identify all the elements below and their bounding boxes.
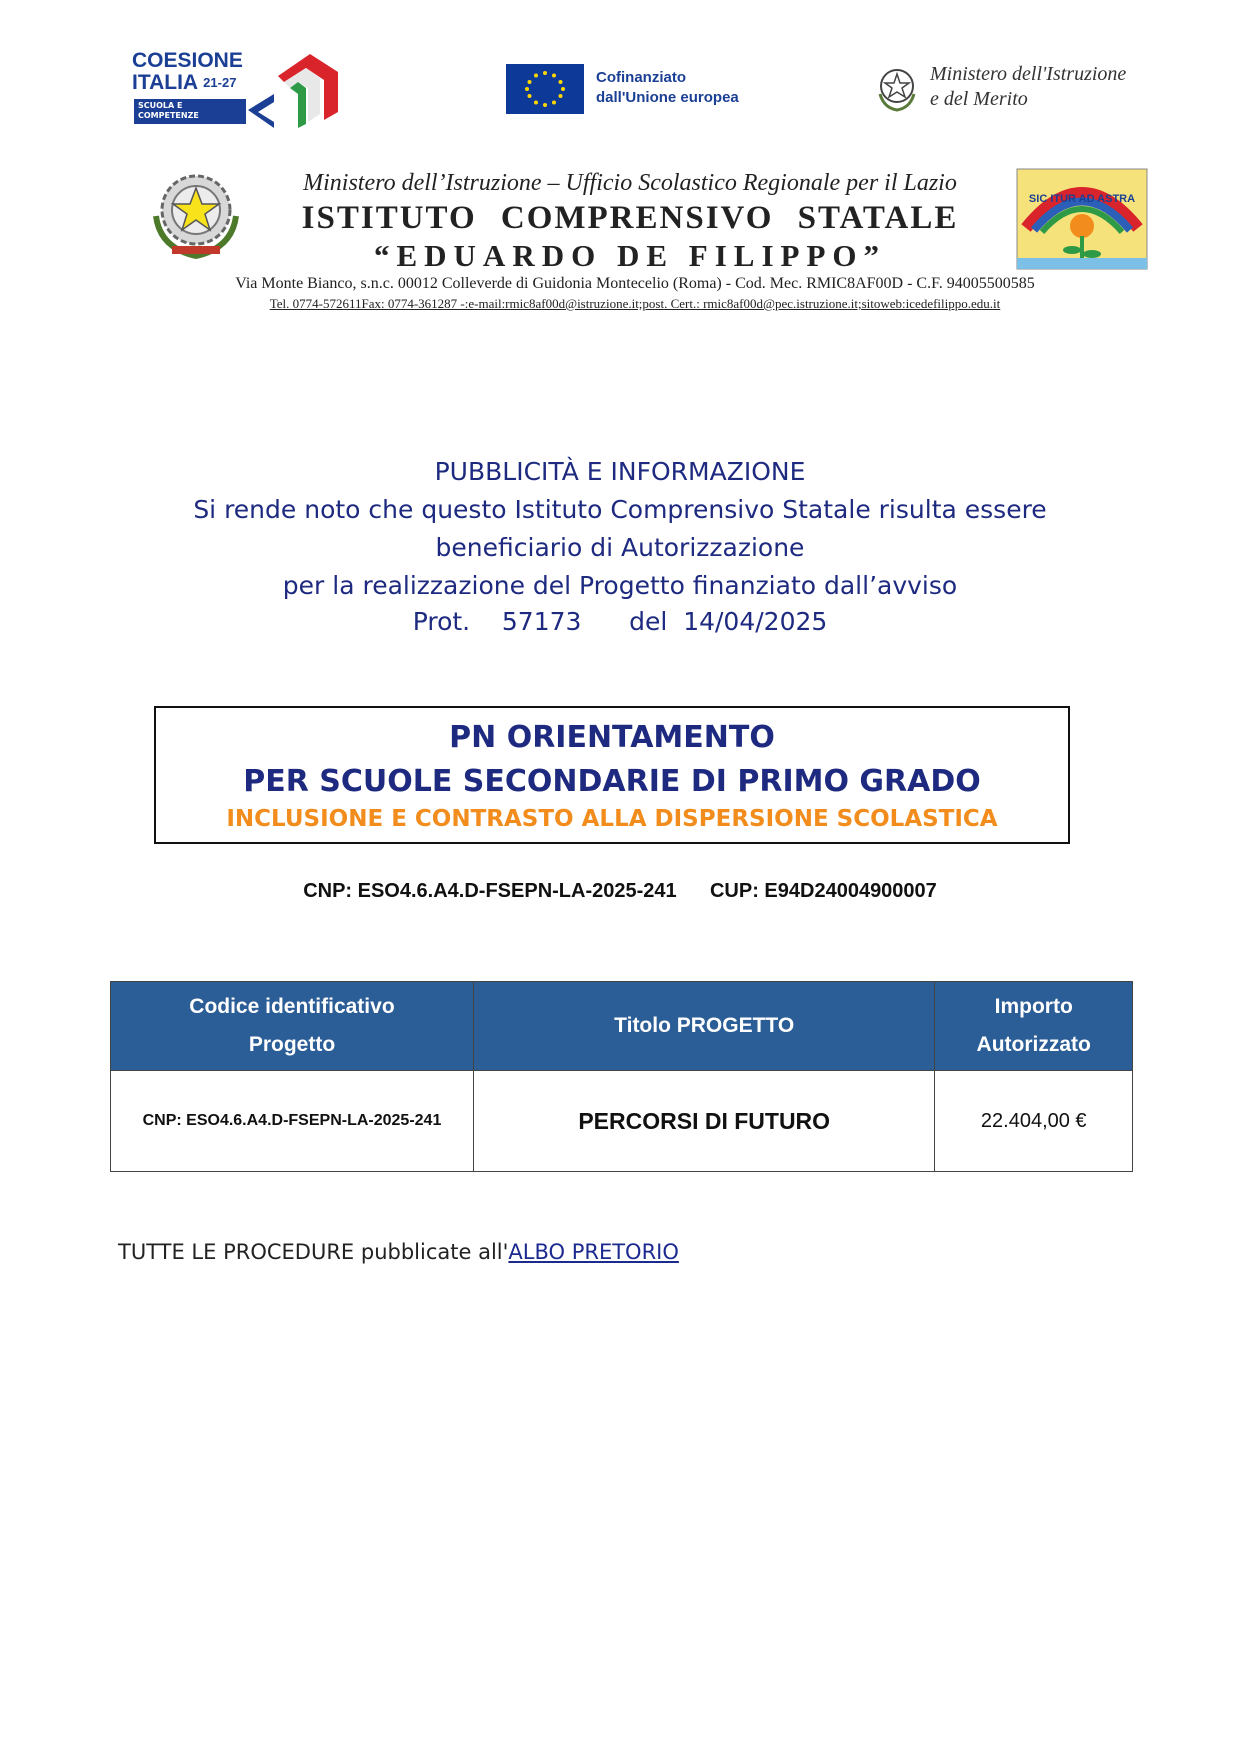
program-title-1: PN ORIENTAMENTO <box>449 720 775 755</box>
coesione-sub-badge <box>134 99 246 124</box>
eu-line-2: dall'Unione europea <box>596 89 739 106</box>
project-table <box>110 981 1133 1172</box>
eu-cofinanced-logo <box>506 62 796 116</box>
coesione-title: COESIONE <box>132 49 243 72</box>
announcement-prot: Prot. 57173 del 14/04/2025 <box>412 607 828 636</box>
school-name: “EDUARDO DE FILIPPO” <box>373 238 886 273</box>
eu-flag-icon <box>506 64 584 114</box>
announcement-line-1: Si rende noto che questo Istituto Comprensivo Statale risulta essere <box>193 495 1047 524</box>
footer-note <box>118 1240 679 1264</box>
announcement-heading: PUBBLICITÀ E INFORMAZIONE <box>434 457 806 486</box>
school-type: ISTITUTO COMPRENSIVO STATALE <box>301 200 959 236</box>
ministry-line-2: e del Merito <box>930 88 1028 110</box>
ministry-logo <box>874 60 1174 116</box>
school-logo-icon <box>1016 168 1148 270</box>
school-address: Via Monte Bianco, s.n.c. 00012 Colleverde di Guidonia Montecelio (Roma) - Cod. Mec. RMIC8AF00D - C.F. 94005500585 <box>235 275 1035 292</box>
header-amount-b: Autorizzato <box>976 1033 1091 1056</box>
table-row <box>111 1071 1133 1172</box>
header-amount-a: Importo <box>994 995 1073 1018</box>
cell-project-title: PERCORSI DI FUTURO <box>473 1071 934 1172</box>
office-line: Ministero dell’Istruzione – Ufficio Scolastico Regionale per il Lazio <box>303 170 957 196</box>
header-code-a: Codice identificativo <box>189 995 395 1018</box>
header-code <box>111 982 474 1071</box>
republic-emblem-icon <box>144 166 248 262</box>
header-code-b: Progetto <box>248 1033 336 1056</box>
ministry-line-1: Ministero dell'Istruzione <box>930 63 1127 85</box>
project-codes: CNP: ESO4.6.A4.D-FSEPN-LA-2025-241 CUP: E94D24004900007 <box>303 880 937 902</box>
coesione-arrow-icon <box>248 48 340 128</box>
coesione-italia-logo <box>130 48 340 128</box>
header-title: Titolo PROGETTO <box>473 982 934 1071</box>
coesione-sub-1: SCUOLA E <box>138 101 183 110</box>
coesione-sub-2: COMPETENZE <box>138 111 199 120</box>
announcement-line-2: beneficiario di Autorizzazione <box>435 533 805 562</box>
program-subtitle: INCLUSIONE E CONTRASTO ALLA DISPERSIONE SCOLASTICA <box>226 806 998 832</box>
eu-line-1: Cofinanziato <box>596 69 686 86</box>
header-amount <box>935 982 1133 1071</box>
coesione-years: 21-27 <box>203 75 237 90</box>
school-logo-motto: SIC ITUR AD ASTRA <box>1028 193 1136 205</box>
announcement-line-3: per la realizzazione del Progetto finanziato dall’avviso <box>282 571 958 600</box>
italian-emblem-icon <box>874 64 920 112</box>
cell-project-amount: 22.404,00 € <box>935 1071 1133 1172</box>
cell-project-code: CNP: ESO4.6.A4.D-FSEPN-LA-2025-241 <box>111 1071 474 1172</box>
program-title-box <box>154 706 1070 844</box>
school-contacts: Tel. 0774-572611Fax: 0774-361287 -:e-mail:rmic8af00d@istruzione.it;post. Cert.: rmic8af00d@pec.istruzione.it;sitoweb:icedefilippo.edu.it <box>269 296 1001 311</box>
albo-pretorio-link[interactable]: ALBO PRETORIO <box>508 1240 679 1264</box>
footer-text: TUTTE LE PROCEDURE pubblicate all' <box>118 1240 509 1264</box>
program-title-2: PER SCUOLE SECONDARIE DI PRIMO GRADO <box>243 764 981 799</box>
table-header-row <box>111 982 1133 1071</box>
coesione-title-2: ITALIA <box>132 71 198 94</box>
